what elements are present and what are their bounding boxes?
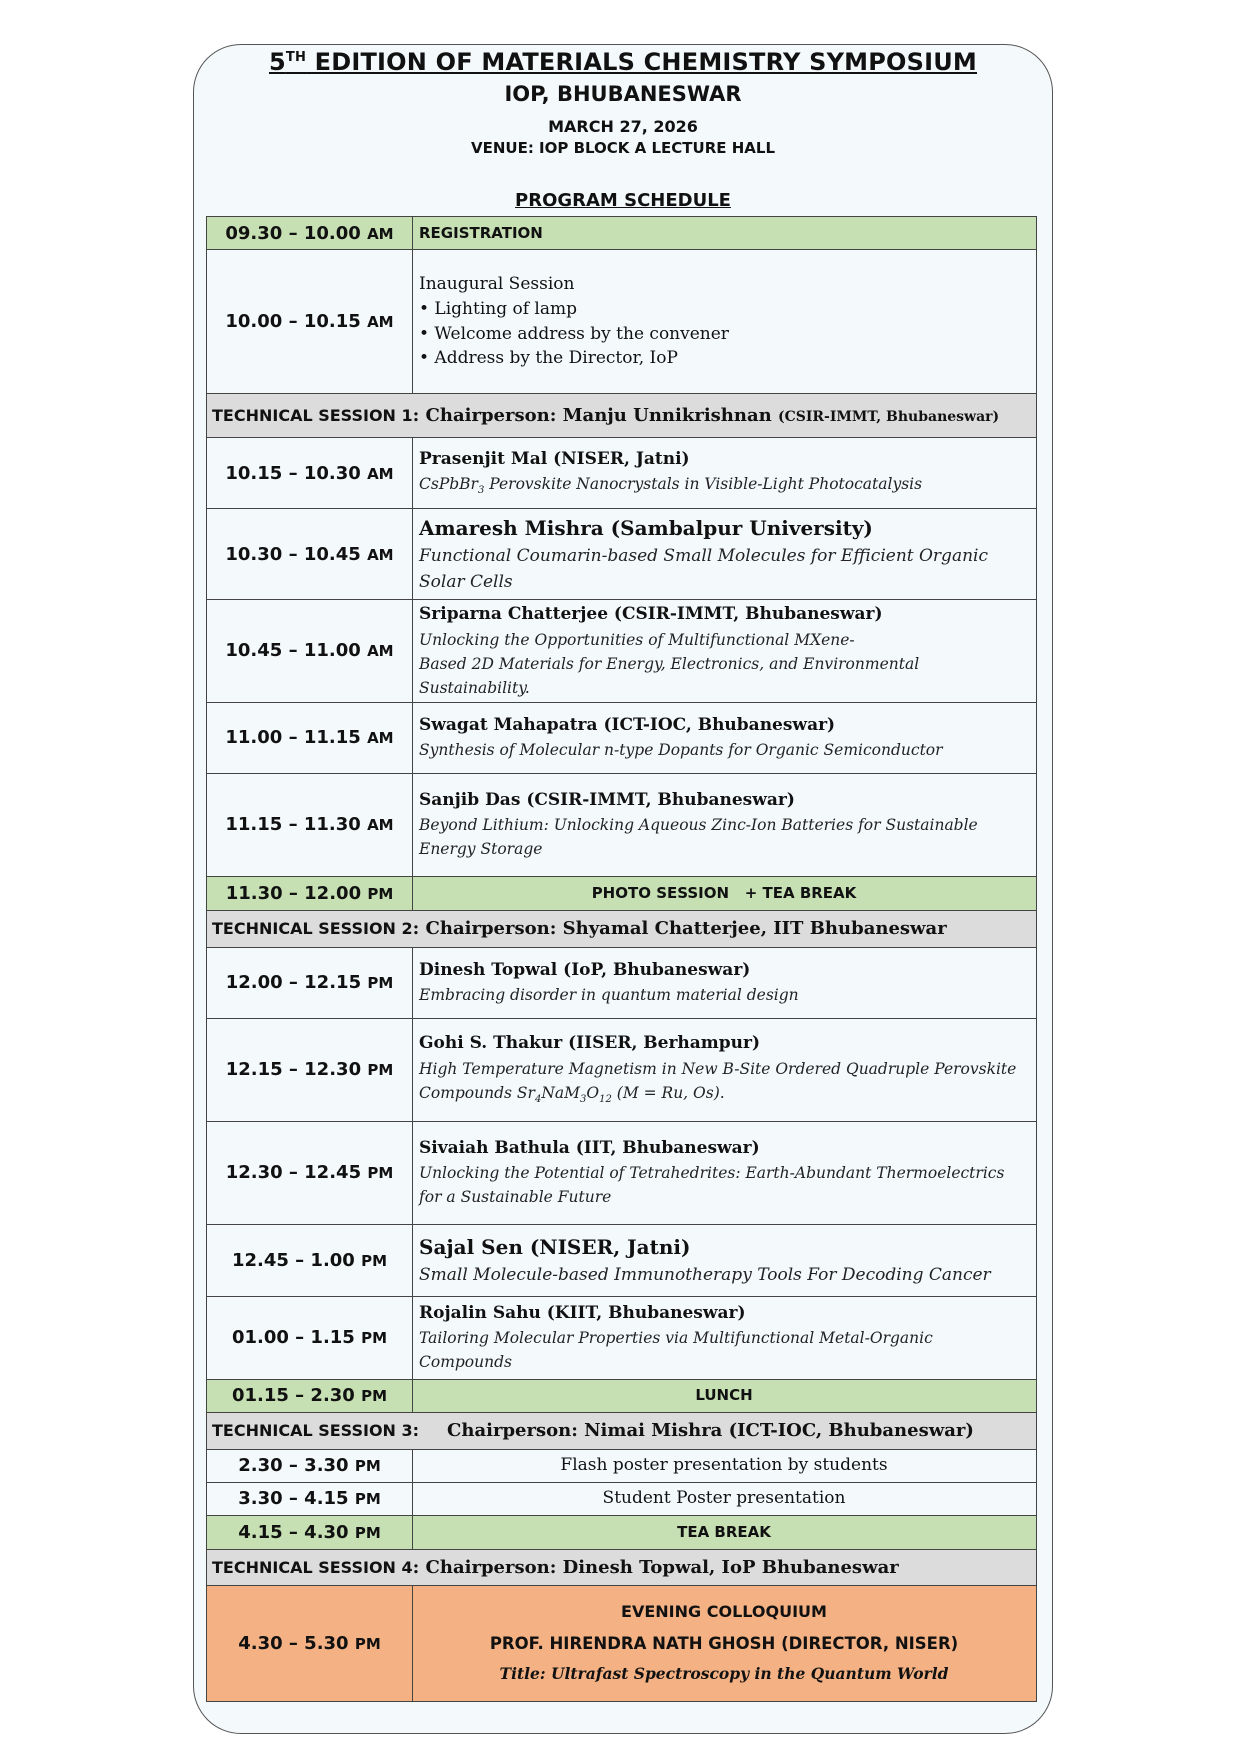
speaker-name: Amaresh Mishra (Sambalpur University) bbox=[419, 515, 873, 540]
time-slot: 11.15 – 11.30 bbox=[225, 814, 361, 836]
event-venue: VENUE: IOP BLOCK A LECTURE HALL bbox=[470, 139, 776, 157]
symposium-title: 5TH EDITION OF MATERIALS CHEMISTRY SYMPOSIUM bbox=[268, 48, 978, 76]
time-slot: 3.30 – 4.15 bbox=[238, 1488, 349, 1510]
talk-row bbox=[207, 438, 1037, 509]
session-chair: Chairperson: Nimai Mishra (ICT-IOC, Bhubaneswar) bbox=[447, 1420, 974, 1442]
time-slot: 10.15 – 10.30 bbox=[225, 462, 361, 484]
session-chair: : Chairperson: Manju Unnikrishnan bbox=[412, 405, 778, 426]
colloquium-heading: EVENING COLLOQUIUM bbox=[621, 1602, 827, 1622]
schedule-row-inaugural bbox=[207, 250, 1037, 394]
talk-title: High Temperature Magnetism in New B-Site Ordered Quadruple Perovskite Compounds $Sr_4NaM_3O_{12}$ (M = Ru, Os). bbox=[419, 1059, 1017, 1106]
talk-title: Functional Coumarin-based Small Molecules for Efficient Organic Solar Cells bbox=[419, 545, 988, 592]
time-ampm: PM bbox=[354, 1523, 381, 1542]
colloquium-title: Title: Ultrafast Spectroscopy in the Quantum World bbox=[499, 1664, 949, 1684]
session-4-row bbox=[207, 1549, 1037, 1585]
registration-label: REGISTRATION bbox=[419, 223, 543, 242]
schedule-row-student-poster bbox=[207, 1482, 1037, 1515]
talk-title: Tailoring Molecular Properties via Multifunctional Metal-Organic Compounds bbox=[419, 1329, 933, 1372]
lunch-label: LUNCH bbox=[695, 1386, 753, 1405]
session-name: TECHNICAL SESSION 3: bbox=[212, 1421, 420, 1441]
talk-title: Unlocking the Potential of Tetrahedrites: Earth-Abundant Thermoelectrics for a Sustainable Future bbox=[419, 1164, 1005, 1207]
talk-row bbox=[207, 1121, 1037, 1224]
session-name: TECHNICAL SESSION 1 bbox=[212, 406, 413, 425]
time-slot: 4.15 – 4.30 bbox=[238, 1521, 349, 1543]
time-ampm: PM bbox=[367, 884, 394, 903]
photo-session-label: PHOTO SESSION + TEA BREAK bbox=[591, 883, 857, 902]
talk-title: Embracing disorder in quantum material design bbox=[419, 986, 799, 1005]
speaker-name: Gohi S. Thakur (IISER, Berhampur) bbox=[419, 1033, 761, 1054]
talk-row bbox=[207, 509, 1037, 600]
time-slot: 4.30 – 5.30 bbox=[238, 1632, 349, 1654]
time-slot: 11.30 – 12.00 bbox=[225, 882, 362, 904]
colloquium-speaker: PROF. HIRENDRA NATH GHOSH (DIRECTOR, NISER) bbox=[489, 1633, 959, 1653]
session-name: TECHNICAL SESSION 4 bbox=[212, 1557, 413, 1577]
time-ampm: PM bbox=[367, 1164, 394, 1183]
time-slot: 12.00 – 12.15 bbox=[225, 972, 362, 994]
talk-row bbox=[207, 1018, 1037, 1121]
session-chair: : Chairperson: Shyamal Chatterjee, IIT Bhubaneswar bbox=[412, 918, 947, 940]
session-chair-affiliation: (CSIR-IMMT, Bhubaneswar) bbox=[777, 409, 1000, 425]
time-ampm: PM bbox=[354, 1490, 381, 1509]
talk-row bbox=[207, 947, 1037, 1018]
schedule-heading: PROGRAM SCHEDULE bbox=[515, 190, 731, 211]
schedule-row-registration bbox=[207, 217, 1037, 250]
time-ampm: AM bbox=[367, 313, 394, 331]
time-ampm: PM bbox=[361, 1329, 388, 1348]
time-slot: 10.30 – 10.45 bbox=[225, 543, 361, 565]
time-ampm: AM bbox=[367, 545, 394, 564]
time-slot: 2.30 – 3.30 bbox=[238, 1455, 349, 1477]
talk-title: CsPbBr$_3$ Perovskite Nanocrystals in Visible-Light Photocatalysis bbox=[419, 475, 923, 497]
time-ampm: PM bbox=[354, 1634, 381, 1653]
schedule-row-photo-session bbox=[207, 876, 1037, 910]
time-slot: 11.00 – 11.15 bbox=[225, 727, 361, 749]
time-ampm: AM bbox=[367, 224, 394, 243]
schedule-row-evening-colloquium bbox=[207, 1585, 1037, 1701]
speaker-name: Swagat Mahapatra (ICT-IOC, Bhubaneswar) bbox=[419, 714, 836, 735]
time-slot: 01.15 – 2.30 bbox=[231, 1385, 355, 1407]
talk-row bbox=[207, 600, 1037, 703]
time-ampm: PM bbox=[367, 1061, 394, 1080]
schedule-row-lunch bbox=[207, 1379, 1037, 1412]
tea-break-label: TEA BREAK bbox=[677, 1522, 771, 1541]
talk-row bbox=[207, 773, 1037, 876]
session-1-row bbox=[207, 394, 1037, 438]
time-ampm: PM bbox=[354, 1457, 381, 1476]
time-slot: 12.15 – 12.30 bbox=[225, 1059, 362, 1081]
institute-name: IOP, BHUBANESWAR bbox=[504, 82, 742, 106]
time-slot: 10.45 – 11.00 bbox=[225, 640, 361, 662]
time-ampm: AM bbox=[367, 816, 394, 835]
speaker-name: Sanjib Das (CSIR-IMMT, Bhubaneswar) bbox=[419, 789, 795, 810]
speaker-name: Prasenjit Mal (NISER, Jatni) bbox=[419, 448, 690, 469]
speaker-name: Dinesh Topwal (IoP, Bhubaneswar) bbox=[419, 959, 751, 980]
time-ampm: PM bbox=[361, 1387, 388, 1406]
time-slot: 12.45 – 1.00 bbox=[231, 1249, 355, 1271]
time-ampm: AM bbox=[367, 464, 394, 483]
time-slot: 01.00 – 1.15 bbox=[231, 1327, 355, 1349]
flash-poster-label: Flash poster presentation by students bbox=[413, 1449, 1037, 1482]
talk-row bbox=[207, 1296, 1037, 1379]
schedule-table bbox=[206, 216, 1037, 1702]
talk-title: Beyond Lithium: Unlocking Aqueous Zinc-Ion Batteries for Sustainable Energy Storage bbox=[419, 816, 978, 859]
time-ampm: AM bbox=[367, 729, 394, 748]
session-3-row bbox=[207, 1412, 1037, 1449]
speaker-name: Sajal Sen (NISER, Jatni) bbox=[419, 1234, 691, 1259]
schedule-row-flash-poster bbox=[207, 1449, 1037, 1482]
inaugural-item: • Welcome address by the convener bbox=[419, 323, 729, 344]
time-slot: 12.30 – 12.45 bbox=[225, 1162, 362, 1184]
event-date: MARCH 27, 2026 bbox=[548, 117, 698, 136]
session-name: TECHNICAL SESSION 2 bbox=[212, 919, 413, 939]
schedule-row-tea-break bbox=[207, 1515, 1037, 1549]
speaker-name: Rojalin Sahu (KIIT, Bhubaneswar) bbox=[419, 1302, 746, 1323]
inaugural-item: • Lighting of lamp bbox=[419, 298, 577, 319]
talk-row bbox=[207, 702, 1037, 773]
inaugural-item: • Address by the Director, IoP bbox=[419, 348, 678, 369]
talk-title: Synthesis of Molecular n-type Dopants for Organic Semiconductor bbox=[419, 741, 943, 760]
time-slot: 10.00 – 10.15 bbox=[225, 311, 361, 332]
talk-title: Unlocking the Opportunities of Multifunctional MXene- Based 2D Materials for Energy, Electronics, and Environmental Sustainability. bbox=[419, 630, 920, 697]
time-ampm: PM bbox=[361, 1251, 388, 1270]
talk-title: Small Molecule-based Immunotherapy Tools For Decoding Cancer bbox=[419, 1264, 991, 1285]
time-slot: 09.30 – 10.00 bbox=[225, 222, 361, 244]
inaugural-heading: Inaugural Session bbox=[419, 274, 575, 295]
student-poster-label: Student Poster presentation bbox=[413, 1482, 1037, 1515]
time-ampm: PM bbox=[367, 974, 394, 993]
session-2-row bbox=[207, 910, 1037, 947]
session-chair: : Chairperson: Dinesh Topwal, IoP Bhubaneswar bbox=[412, 1556, 899, 1578]
talk-row bbox=[207, 1224, 1037, 1296]
speaker-name: Sivaiah Bathula (IIT, Bhubaneswar) bbox=[419, 1137, 760, 1158]
speaker-name: Sriparna Chatterjee (CSIR-IMMT, Bhubaneswar) bbox=[419, 604, 883, 624]
time-ampm: AM bbox=[367, 642, 394, 661]
